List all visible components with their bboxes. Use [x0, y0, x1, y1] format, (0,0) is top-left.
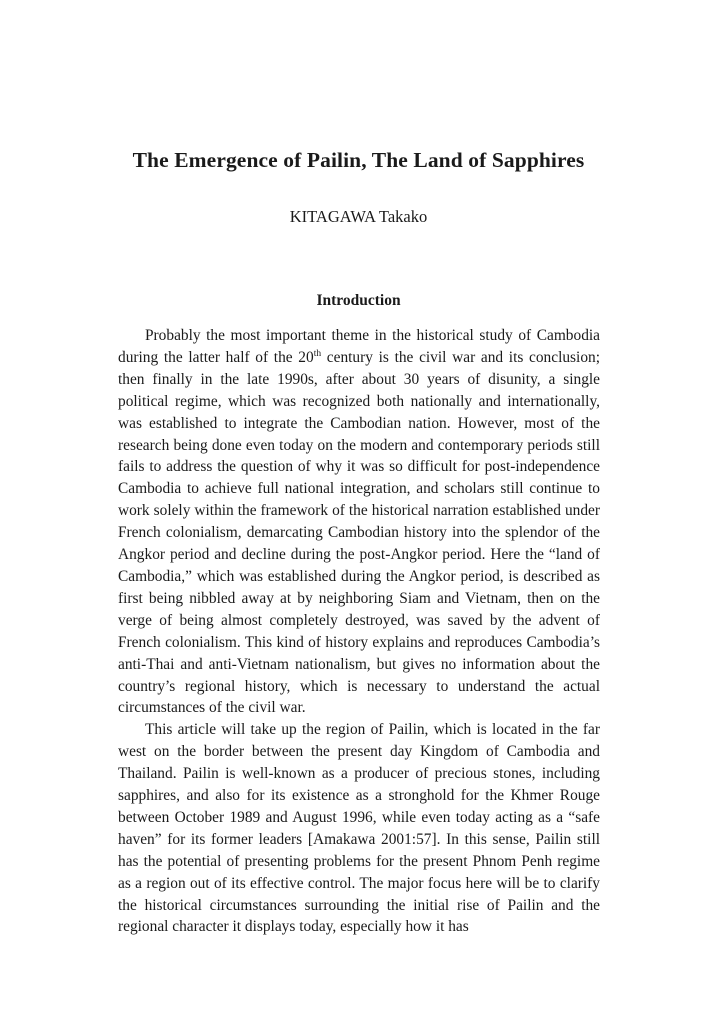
paragraph-1: [118, 325, 600, 719]
article-title: The Emergence of Pailin, The Land of Sapphires: [132, 148, 585, 172]
paragraph-2: This article will take up the region of Pailin, which is located in the far west on the border between the present day Kingdom of Cambodia and Thailand. Pailin is well-known as a producer of precious stones, including sapphires, and also for its existence as a stronghold for the Khmer Rouge between October 1989 and August 1996, while even today acting as a “safe haven” for its former leaders [Amakawa 2001:57]. In this sense, Pailin still has the potential of presenting problems for the present Phnom Penh regime as a region out of its effective control. The major focus here will be to clarify the historical circumstances surrounding the initial rise of Pailin and the regional character it displays today, especially how it has: [118, 721, 600, 936]
article-body: [118, 325, 600, 938]
superscript-th: th: [313, 348, 322, 359]
paragraph-1-text-end: century is the civil war and its conclusion; then finally in the late 1990s, after about 30 years of disunity, a single political regime, which was recognized both nationally and internationally, was established to integrate the Cambodian nation. However, most of the research being done even today on the modern and contemporary periods still fails to address the question of why it was so difficult for post-independence Cambodia to achieve full national integration, and scholars still continue to work solely within the framework of the historical narration established under French colonialism, demarcating Cambodian history into the splendor of the Angkor period and decline during the post-Angkor period. Here the “land of Cambodia,” which was established during the Angkor period, is described as first being nibbled away at by neighboring Siam and Vietnam, then on the verge of being almost completely destroyed, was saved by the advent of French colonialism. This kind of history explains and reproduces Cambodia’s anti-Thai and anti-Vietnam nationalism, but gives no information about the country’s regional history, which is necessary to understand the actual circumstances of the civil war.: [118, 348, 600, 717]
paragraph-1-text-start: Probably the most important theme in the historical study of Cambodia during the latter half of the 20: [118, 327, 600, 366]
section-heading-introduction: Introduction: [316, 292, 401, 309]
article-author: KITAGAWA Takako: [289, 207, 428, 226]
